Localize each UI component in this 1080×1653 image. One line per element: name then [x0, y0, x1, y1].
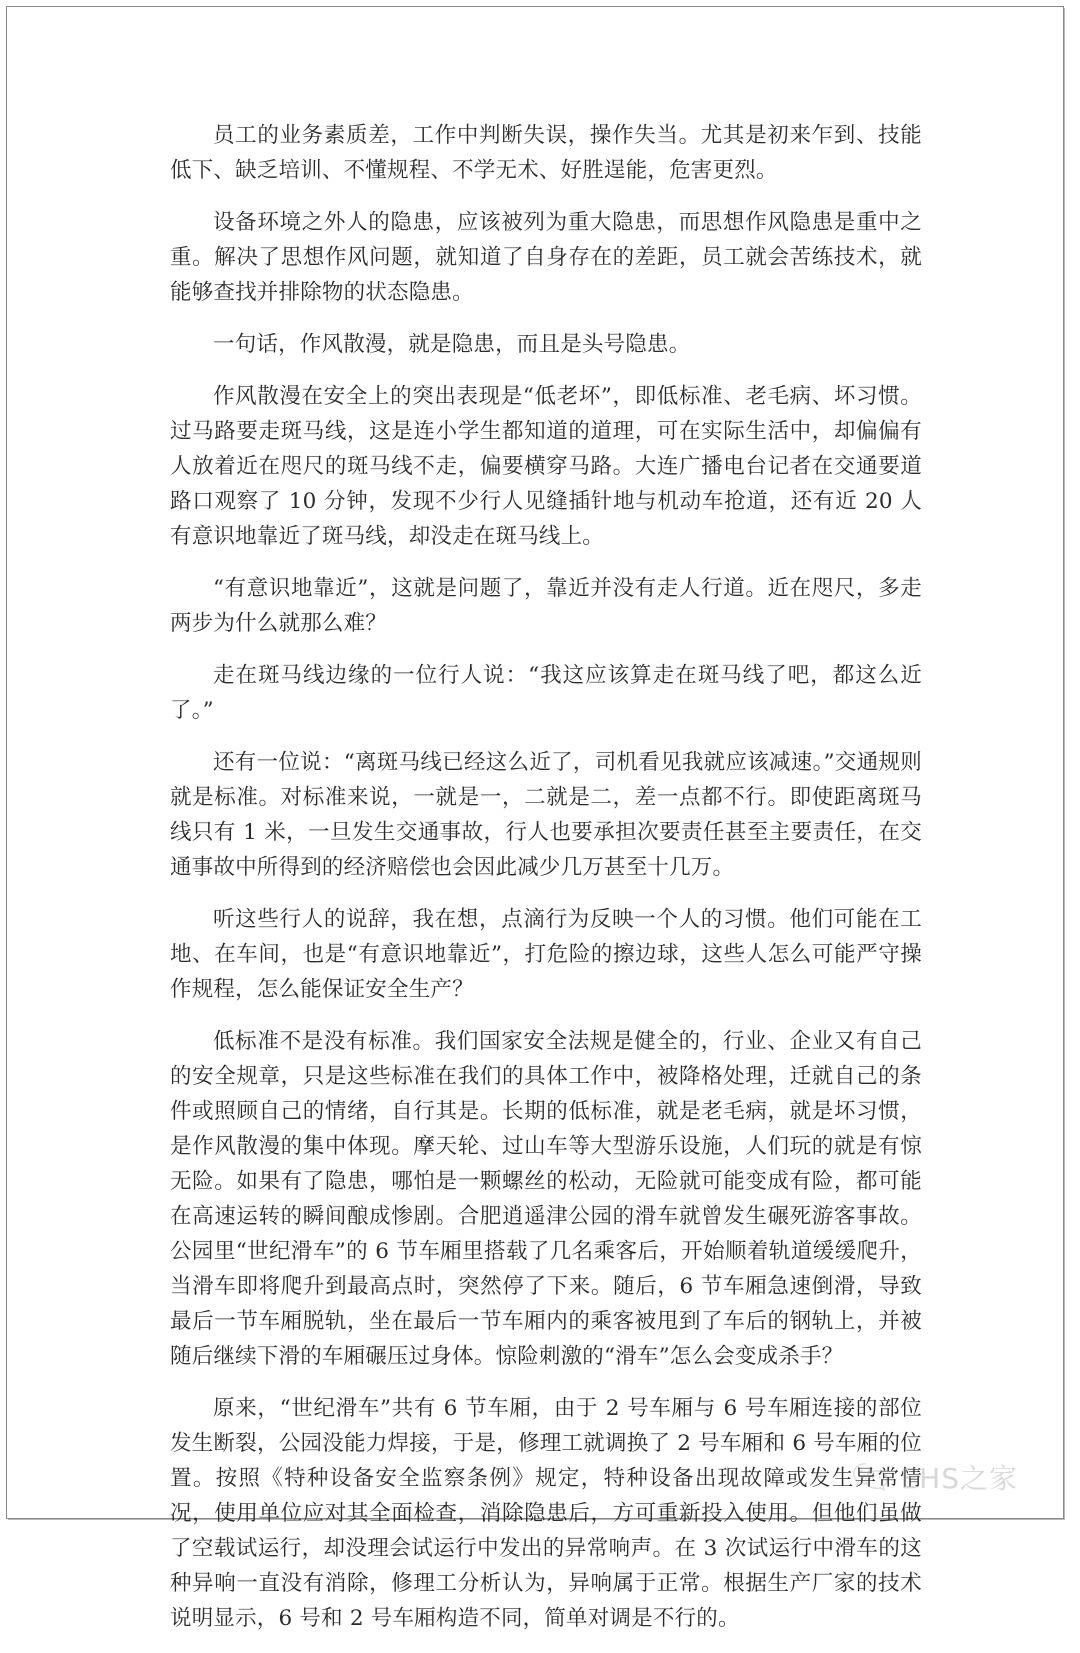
paragraph: “有意识地靠近”，这就是问题了，靠近并没有走人行道。近在咫尺，多走两步为什么就那么难？	[170, 576, 922, 636]
wechat-icon	[851, 1460, 891, 1494]
paragraph: 原来，“世纪滑车”共有 6 节车厢，由于 2 号车厢与 6 号车厢连接的部位发生断裂，公园没能力焊接，于是，修理工就调换了 2 号车厢和 6 号车厢的位置。按照《特种设备安全监察条例》规定，特种设备出现故障或发生异常情况，使用单位应对其全面检查，消除隐患后，方可重新投入使用。但他们虽做了空载试运行，却没理会试运行中发出的异常响声。在 3 次试运行中滑车的这种异响一直没有消除，修理工分析认为，异响属于正常。根据生产厂家的技术说明显示，6 号和 2 号车厢构造不同，简单对调是不行的。	[170, 1396, 922, 1631]
paragraph: 一句话，作风散漫，就是隐患，而且是头号隐患。	[213, 332, 691, 357]
paragraph: 员工的业务素质差，工作中判断失误，操作失当。尤其是初来乍到、技能低下、缺乏培训、不懂规程、不学无术、好胜逞能，危害更烈。	[170, 123, 922, 183]
watermark-label: EHS之家	[900, 1462, 1018, 1495]
watermark-badge	[851, 1457, 1018, 1497]
document-body	[170, 118, 922, 1653]
paragraph: 走在斑马线边缘的一位行人说：“我这应该算走在斑马线了吧，都这么近了。”	[170, 663, 922, 723]
paragraph: 听这些行人的说辞，我在想，点滴行为反映一个人的习惯。他们可能在工地、在车间，也是“有意识地靠近”，打危险的擦边球，这些人怎么可能严守操作规程，怎么能保证安全生产？	[170, 907, 922, 1002]
paragraph: 作风散漫在安全上的突出表现是“低老坏”，即低标准、老毛病、坏习惯。过马路要走斑马线，这是连小学生都知道的道理，可在实际生活中，却偏偏有人放着近在咫尺的斑马线不走，偏要横穿马路。大连广播电台记者在交通要道路口观察了 10 分钟，发现不少行人见缝插针地与机动车抢道，还有近 20 人有意识地靠近了斑马线，却没走在斑马线上。	[170, 384, 922, 549]
paragraph: 还有一位说：“离斑马线已经这么近了，司机看见我就应该减速。”交通规则就是标准。对标准来说，一就是一，二就是二，差一点都不行。即使距离斑马线只有 1 米，一旦发生交通事故，行人也要承担次要责任甚至主要责任，在交通事故中所得到的经济赔偿也会因此减少几万甚至十几万。	[170, 750, 922, 880]
paragraph: 低标准不是没有标准。我们国家安全法规是健全的，行业、企业又有自己的安全规章，只是这些标准在我们的具体工作中，被降格处理，迁就自己的条件或照顾自己的情绪，自行其是。长期的低标准，就是老毛病，就是坏习惯，是作风散漫的集中体现。摩天轮、过山车等大型游乐设施，人们玩的就是有惊无险。如果有了隐患，哪怕是一颗螺丝的松动，无险就可能变成有险，都可能在高速运转的瞬间酿成惨剧。合肥逍遥津公园的滑车就曾发生碾死游客事故。公园里“世纪滑车”的 6 节车厢里搭载了几名乘客后，开始顺着轨道缓缓爬升，当滑车即将爬升到最高点时，突然停了下来。随后，6 节车厢急速倒滑，导致最后一节车厢脱轨，坐在最后一节车厢内的乘客被甩到了车后的钢轨上，并被随后继续下滑的车厢碾压过身体。惊险刺激的“滑车”怎么会变成杀手？	[170, 1029, 922, 1369]
paragraph: 设备环境之外人的隐患，应该被列为重大隐患，而思想作风隐患是重中之重。解决了思想作风问题，就知道了自身存在的差距，员工就会苦练技术，就能够查找并排除物的状态隐患。	[170, 210, 922, 305]
